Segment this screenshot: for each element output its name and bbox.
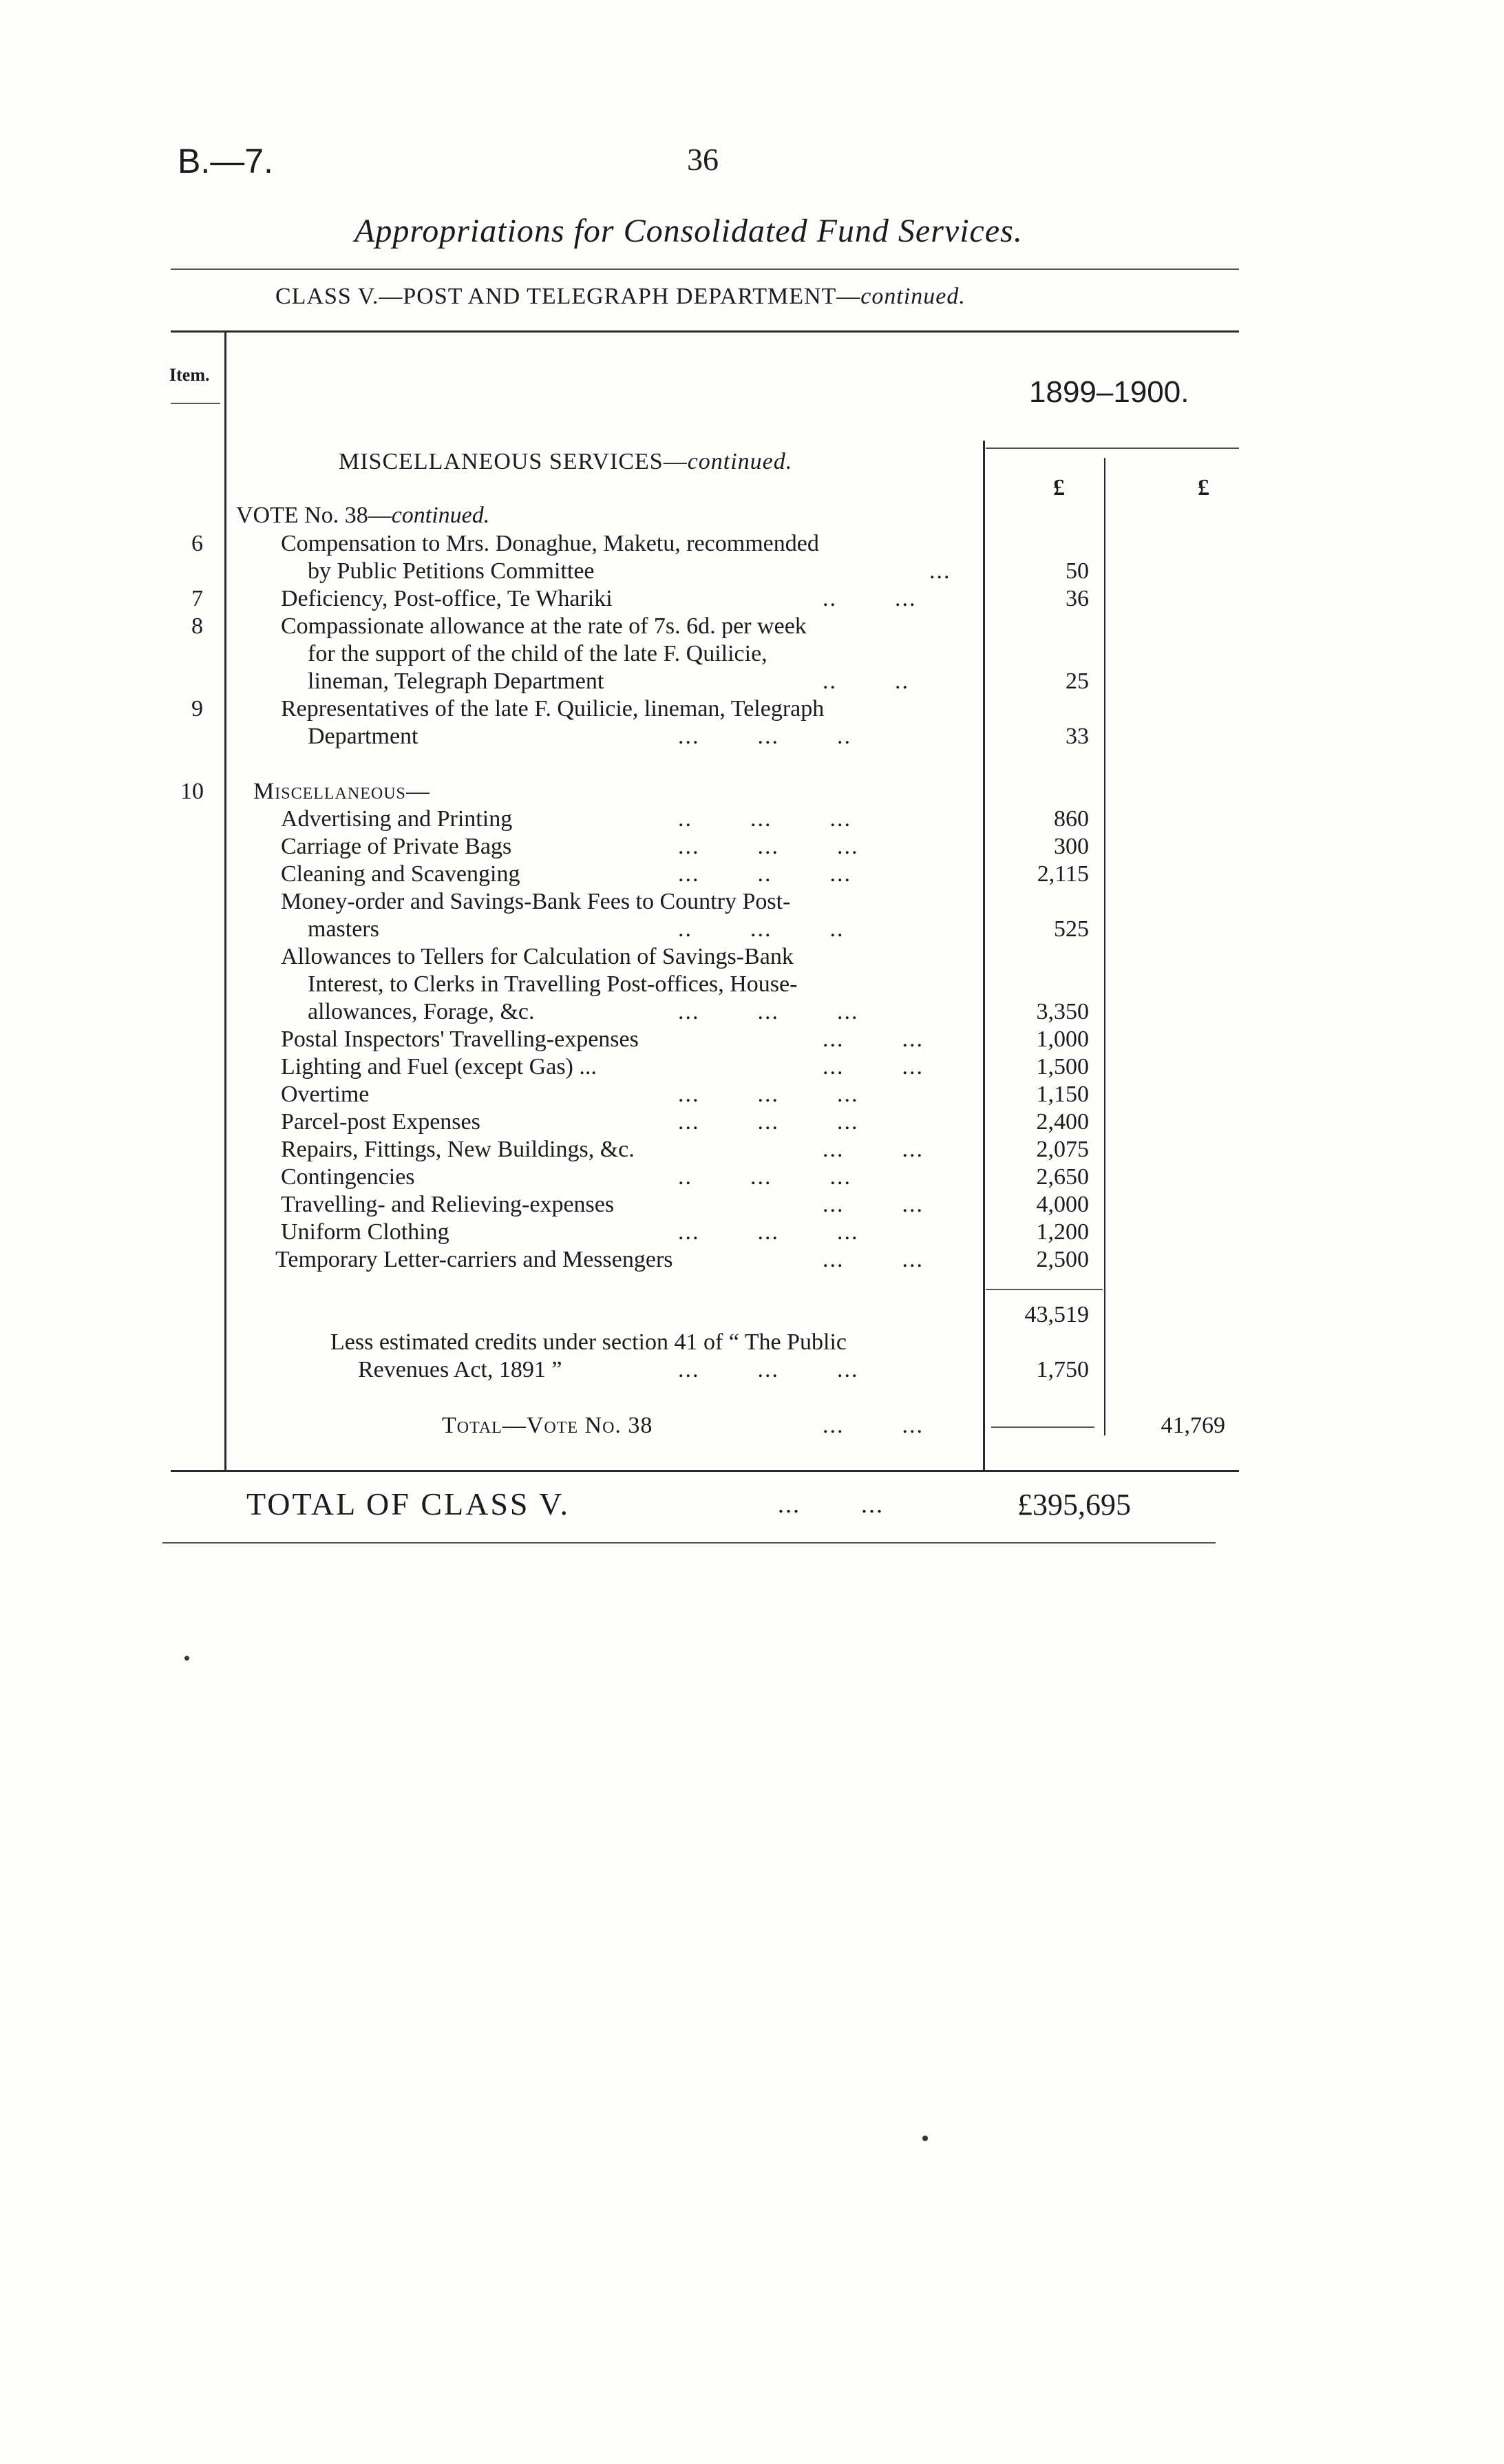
misc-row-amount: 1,000	[1036, 1026, 1089, 1052]
misc-row-dots: ... ...	[823, 1192, 924, 1217]
misc-row-amount: 2,115	[1037, 861, 1089, 887]
page-number: 36	[687, 142, 719, 177]
item-6-dots: ...	[929, 558, 951, 584]
misc-row-amount: 1,200	[1036, 1219, 1089, 1245]
misc-row-amount: 525	[1054, 916, 1089, 942]
misc-row-amount: 1,500	[1036, 1054, 1089, 1080]
misc-row-label-line-1: Allowances to Tellers for Calculation of Savings-Bank	[281, 944, 794, 969]
misc-row-dots: ... ...	[823, 1054, 924, 1080]
misc-row-dots: ... ... ...	[678, 999, 859, 1024]
misc-row-dots: ... ... ...	[678, 1109, 859, 1135]
misc-row-label: Contingencies	[281, 1164, 415, 1190]
misc-row-amount: 3,350	[1036, 999, 1089, 1024]
misc-row-amount: 2,500	[1036, 1247, 1089, 1272]
misc-row-label: Overtime	[281, 1082, 370, 1107]
item-8-amount: 25	[1066, 668, 1089, 694]
section-heading-main: MISCELLANEOUS SERVICES—	[339, 449, 688, 474]
misc-row-label: Parcel-post Expenses	[281, 1109, 480, 1135]
misc-row-dots: ... ...	[823, 1247, 924, 1272]
scan-speck	[922, 2136, 928, 2141]
item-8-line-1: Compassionate allowance at the rate of 7s. 6d. per week	[281, 613, 807, 639]
misc-row-amount: 2,075	[1036, 1137, 1089, 1162]
misc-row-label: Advertising and Printing	[281, 806, 513, 832]
less-credits-line-1: Less estimated credits under section 41 of “ The Public	[330, 1329, 847, 1355]
table-bottom-rule	[171, 1470, 1239, 1472]
total-vote-amount: 41,769	[1161, 1413, 1225, 1438]
item-8-line-2: for the support of the child of the late F. Quilicie,	[308, 641, 767, 666]
misc-row-dots: ... ...	[823, 1137, 924, 1162]
misc-row-label: Repairs, Fittings, New Buildings, &c.	[281, 1137, 635, 1162]
subtotal-amount: 43,519	[1024, 1302, 1089, 1327]
misc-row-label: Uniform Clothing	[281, 1219, 449, 1245]
misc-row-dots: ... .. ...	[678, 861, 851, 887]
footer-rule	[162, 1542, 1216, 1544]
total-vote-dots: ... ...	[823, 1413, 924, 1438]
misc-row-dots: .. ... ...	[678, 806, 851, 832]
item-number-8: 8	[191, 613, 203, 639]
vote-heading	[236, 503, 489, 529]
misc-row-label-line-3: allowances, Forage, &c.	[308, 999, 535, 1024]
item-9-line-1: Representatives of the late F. Quilicie, lineman, Telegraph	[281, 696, 825, 722]
item-number-6: 6	[191, 531, 203, 556]
item-6-line-1: Compensation to Mrs. Donaghue, Maketu, recommended	[281, 531, 819, 556]
misc-row-amount: 860	[1054, 806, 1089, 832]
item-column-label: Item.	[169, 365, 210, 385]
misc-row-dots: ... ... ...	[678, 834, 859, 859]
item-9-amount: 33	[1066, 724, 1089, 749]
year-rule	[986, 447, 1239, 449]
misc-row-amount: 2,650	[1036, 1164, 1089, 1190]
scan-speck	[184, 1656, 189, 1661]
misc-row-amount: 2,400	[1036, 1109, 1089, 1135]
header-rule-top	[171, 268, 1239, 270]
doc-ref: B.—7.	[178, 142, 273, 180]
page-title: Appropriations for Consolidated Fund Services.	[354, 213, 1023, 249]
misc-row-label: Postal Inspectors' Travelling-expenses	[281, 1026, 639, 1052]
less-credits-amount: 1,750	[1036, 1357, 1089, 1382]
item-number-7: 7	[191, 586, 203, 611]
misc-row-amount: 1,150	[1036, 1082, 1089, 1107]
misc-row-dots: .. ... ..	[678, 916, 845, 942]
class-heading-main: CLASS V.—POST AND TELEGRAPH DEPARTMENT—	[275, 284, 861, 309]
class-heading	[275, 284, 966, 310]
misc-row-amount: 4,000	[1036, 1192, 1089, 1217]
item-number-10: 10	[180, 779, 204, 804]
misc-heading: Miscellaneous—	[253, 779, 430, 804]
item-8-line-3: lineman, Telegraph Department	[308, 668, 604, 694]
header-rule-bottom	[171, 330, 1239, 333]
total-class-label: TOTAL OF CLASS V.	[246, 1486, 570, 1521]
misc-row-dots: ... ... ...	[678, 1082, 859, 1107]
misc-row-dots: .. ... ...	[678, 1164, 851, 1190]
year-label: 1899–1900.	[1029, 375, 1189, 409]
less-credits-dots: ... ... ...	[678, 1357, 859, 1382]
item-6-amount: 50	[1066, 558, 1089, 584]
vote-heading-cont: continued.	[391, 503, 490, 528]
total-vote-dash	[991, 1426, 1094, 1428]
misc-row-label-line-1: Money-order and Savings-Bank Fees to Country Post-	[281, 889, 791, 914]
item-column-rule	[224, 330, 226, 1470]
misc-row-label-line-2: masters	[308, 916, 379, 942]
item-label-rule	[171, 403, 220, 404]
misc-row-label: Carriage of Private Bags	[281, 834, 512, 859]
misc-row-amount: 300	[1054, 834, 1089, 859]
item-6-line-2: by Public Petitions Committee	[308, 558, 595, 584]
misc-row-label-line-2: Interest, to Clerks in Travelling Post-offices, House-	[308, 971, 798, 997]
vote-heading-main: VOTE No. 38—	[236, 503, 392, 528]
misc-row-label: Travelling- and Relieving-expenses	[281, 1192, 615, 1217]
total-class-dots: ... ...	[778, 1491, 884, 1518]
misc-row-label: Temporary Letter-carriers and Messengers	[275, 1247, 673, 1272]
currency-symbol-1: £	[1053, 475, 1065, 501]
sub-amount-column-rule	[1104, 458, 1105, 1435]
item-7-dots: .. ...	[823, 586, 917, 611]
currency-symbol-2: £	[1198, 475, 1209, 501]
less-credits-line-2: Revenues Act, 1891 ”	[358, 1357, 562, 1382]
item-9-dots: ... ... ..	[678, 724, 851, 749]
subtotal-rule	[986, 1289, 1103, 1290]
section-heading	[339, 449, 792, 475]
item-8-dots: .. ..	[823, 668, 909, 694]
class-heading-cont: continued.	[860, 284, 966, 309]
item-number-9: 9	[191, 696, 203, 722]
misc-row-label: Cleaning and Scavenging	[281, 861, 520, 887]
section-heading-cont: continued.	[687, 449, 793, 474]
misc-row-dots: ... ...	[823, 1026, 924, 1052]
item-7-amount: 36	[1066, 586, 1089, 611]
misc-row-label: Lighting and Fuel (except Gas) ...	[281, 1054, 597, 1080]
misc-row-dots: ... ... ...	[678, 1219, 859, 1245]
total-class-amount: £395,695	[1017, 1488, 1131, 1521]
item-9-line-2: Department	[308, 724, 419, 749]
item-7-line-1: Deficiency, Post-office, Te Whariki	[281, 586, 613, 611]
total-vote-label: Total—Vote No. 38	[442, 1413, 653, 1438]
